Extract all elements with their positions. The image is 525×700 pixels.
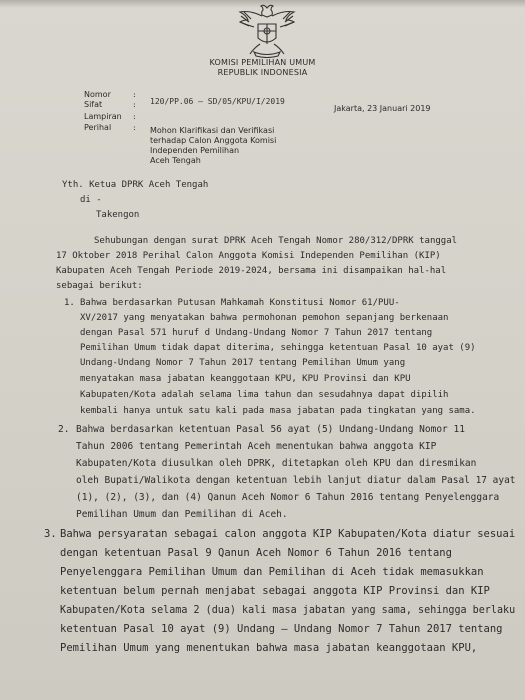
org-name-line1: KOMISI PEMILIHAN UMUM [209,58,316,67]
item-line: Kabupaten/Kota selama 2 (dua) kali masa jabatan yang sama, sehingga berlaku [60,604,516,616]
item-number: 3. [44,528,57,540]
item-line: Pemilihan Umum tidak dapat diterima, sehingga ketentuan Pasal 10 ayat (9) [80,343,476,353]
letter-date: Jakarta, 23 Januari 2019 [334,104,431,113]
item-line: menyatakan masa jabatan keanggotaan KPU, KPU Provinsi dan KPU [80,374,411,384]
perihal-line: Aceh Tengah [150,156,201,165]
perihal-line: terhadap Calon Anggota Komisi [150,136,277,145]
recipient: Yth. Ketua DPRK Aceh Tengah [62,180,209,190]
colon: : [133,112,136,121]
item-line: ketentuan Pasal 10 ayat (9) Undang – Undang Nomor 7 Tahun 2017 tentang [60,623,503,635]
item-line: Pemilihan Umum dan Pemilihan di Aceh. [76,509,288,520]
item-line: Undang-Undang Nomor 7 Tahun 2017 tentang Pemilihan Umum yang [80,358,406,368]
item-line: Penyelenggara Pemilihan Umum dan Pemilihan di Aceh tidak memasukkan [60,566,484,578]
item-number: 1. [64,298,75,308]
intro-line: 17 Oktober 2018 Perihal Calon Anggota Komisi Independen Pemilihan (KIP) [56,251,441,261]
perihal-text [150,126,340,166]
recipient-di: di - [80,195,102,205]
perihal-line: Independen Pemilihan [150,146,240,155]
item-line: Kabupaten/Kota adalah selama lima tahun dan sesudahnya dapat dipilih [80,390,449,400]
garuda-emblem-icon [236,2,298,58]
item-line: dengan ketentuan Pasal 9 Qanun Aceh Nomor 6 Tahun 2016 tentang [60,547,452,559]
perihal-line: Mohon Klarifikasi dan Verifikasi [150,126,275,135]
colon: : [133,123,136,132]
item-line: kembali hanya untuk satu kali pada masa jabatan pada tingkatan yang sama. [80,406,476,416]
nomor-label: Nomor [84,90,111,99]
perihal-label: Perihal [84,123,112,132]
item-number: 2. [58,424,70,435]
item-line: ketentuan belum pernah menjabat sebagai anggota KIP Provinsi dan KIP [60,585,490,597]
item-line: Tahun 2006 tentang Pemerintah Aceh menentukan bahwa anggota KIP [76,441,437,452]
sifat-label: Sifat [84,100,103,109]
item-line: oleh Bupati/Walikota dengan ketentuan lebih lanjut diatur dalam Pasal 17 ayat [76,475,516,486]
org-name-line2: REPUBLIK INDONESIA [217,68,308,77]
recipient-city: Takengon [96,210,140,220]
colon: : [133,90,136,99]
item-line: Kabupaten/Kota diusulkan oleh DPRK, ditetapkan oleh KPU dan diresmikan [76,458,477,469]
item-line: Pemilihan Umum yang menentukan bahwa masa jabatan keanggotaan KPU, [60,642,478,654]
item-line: dengan Pasal 571 huruf d Undang-Undang Nomor 7 Tahun 2017 tentang [80,328,433,338]
item-line: Bahwa persyaratan sebagai calon anggota KIP Kabupaten/Kota diatur sesuai [60,528,516,540]
intro-line: Sehubungan dengan surat DPRK Aceh Tengah Nomor 280/312/DPRK tanggal [94,236,458,246]
item-line: Bahwa berdasarkan ketentuan Pasal 56 ayat (5) Undang-Undang Nomor 11 [76,424,465,435]
item-line: XV/2017 yang menyatakan bahwa permohonan pemohon sepanjang berkenaan [80,313,449,323]
lampiran-label: Lampiran [84,112,122,121]
nomor-value: 120/PP.06 – SD/05/KPU/I/2019 [150,97,285,106]
item-line: (1), (2), (3), dan (4) Qanun Aceh Nomor 6 Tahun 2016 tentang Penyelenggara [76,492,500,503]
item-line: Bahwa berdasarkan Putusan Mahkamah Konstitusi Nomor 61/PUU- [80,298,400,308]
colon: : [133,100,136,109]
intro-line: Kabupaten Aceh Tengah Periode 2019-2024, bersama ini disampaikan hal-hal [56,266,447,276]
intro-line: sebagai berikut: [56,281,143,291]
